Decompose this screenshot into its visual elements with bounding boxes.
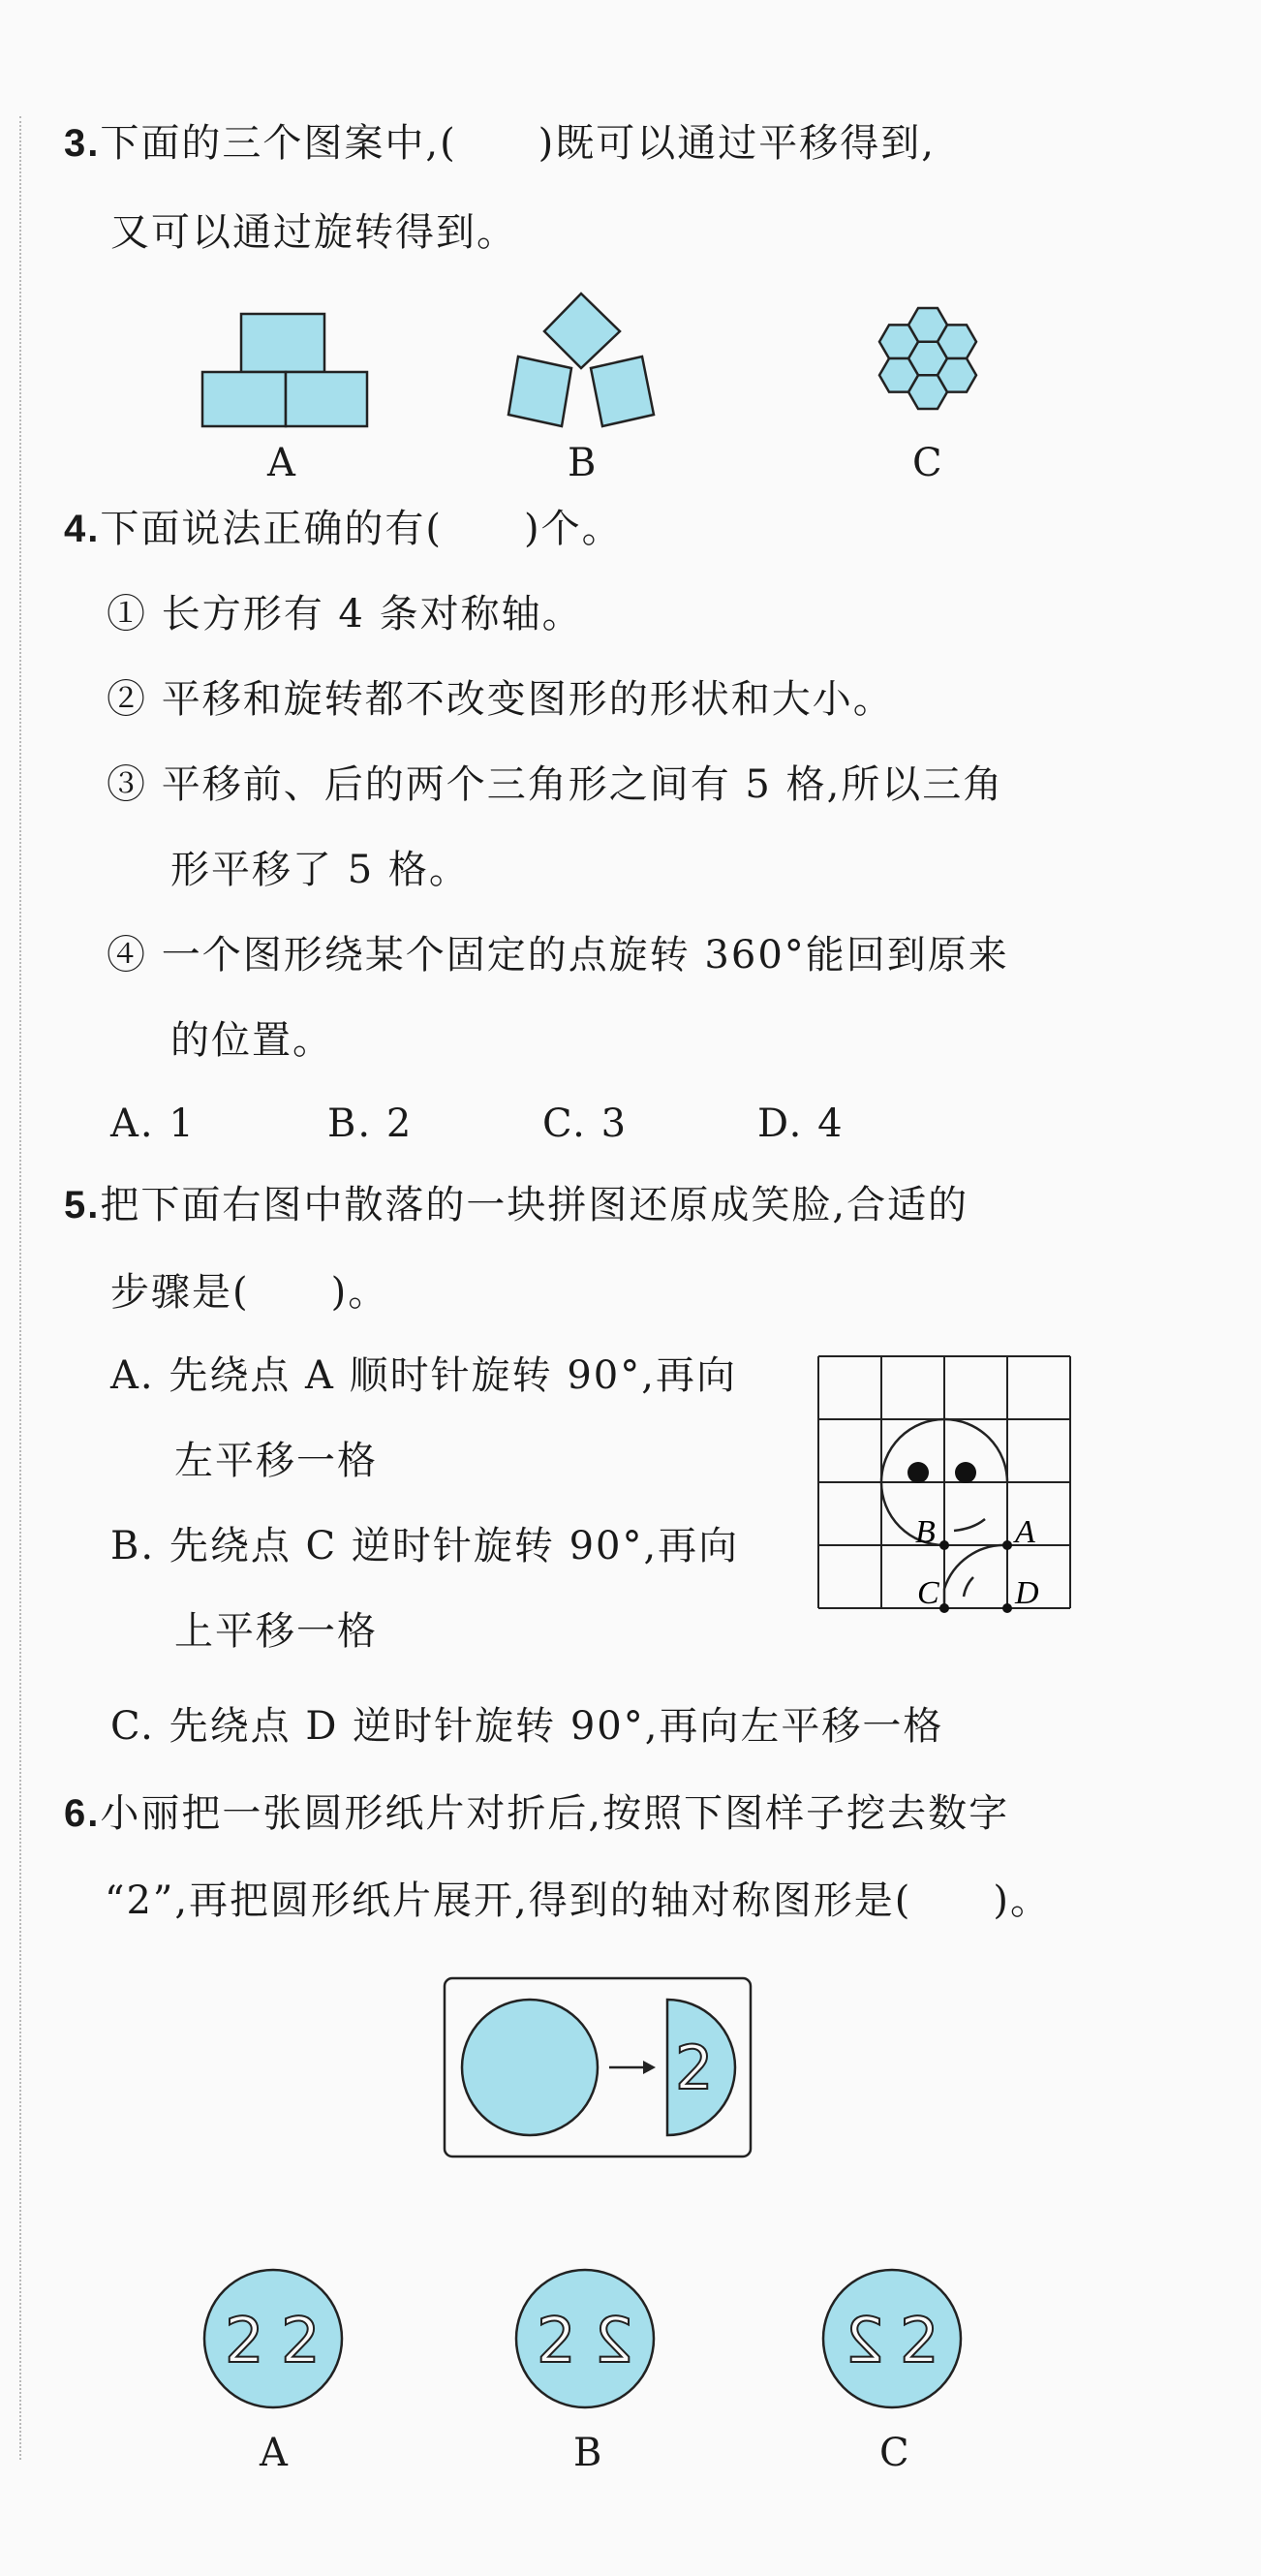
- q3-figure-a: [199, 310, 368, 431]
- arrow-icon: [643, 2061, 656, 2074]
- hexagon-5: [879, 358, 918, 392]
- puzzle-piece-mouth: [964, 1577, 973, 1597]
- q6-label-c: C: [879, 2431, 909, 2475]
- q5-number: 5.: [64, 1184, 101, 1226]
- full-circle: [462, 2000, 598, 2135]
- label-b: B: [915, 1514, 936, 1550]
- q4-item-3-cont: 形平移了 5 格。: [170, 848, 470, 892]
- q5-grid-figure: [818, 1356, 1070, 1611]
- svg-text:2: 2: [594, 2306, 633, 2377]
- q4-option-c: C. 3: [542, 1102, 629, 1146]
- q5-line1: [64, 1183, 969, 1227]
- q5-option-b-line1: B. 先绕点 C 逆时针旋转 90°,再向: [110, 1524, 740, 1568]
- q3-figure-b: [508, 291, 654, 431]
- q4-item-4: ④ 一个图形绕某个固定的点旋转 360°能回到原来: [107, 933, 1009, 978]
- q3-label-a: A: [267, 441, 295, 485]
- svg-text:2: 2: [225, 2306, 264, 2377]
- q5-text1: 把下面右图中散落的一块拼图还原成笑脸,合适的: [100, 1183, 969, 1227]
- svg-text:2: 2: [900, 2306, 939, 2377]
- label-a: A: [1015, 1514, 1035, 1550]
- q4-stem: 下面说法正确的有( )个。: [100, 507, 623, 551]
- svg-text:2: 2: [845, 2306, 884, 2377]
- svg-text:2: 2: [537, 2306, 576, 2377]
- q5-option-a-line1: A. 先绕点 A 顺时针旋转 90°,再向: [110, 1353, 737, 1398]
- point-d: [1002, 1603, 1012, 1613]
- svg-text:2: 2: [281, 2306, 321, 2377]
- q4-item-4-cont: 的位置。: [170, 1018, 333, 1063]
- q4-option-b: B. 2: [327, 1102, 414, 1146]
- point-c: [939, 1603, 949, 1613]
- q4-item-1: ① 长方形有 4 条对称轴。: [107, 592, 583, 636]
- q6-option-a-figure: [201, 2267, 345, 2410]
- q4-stem-line: [64, 507, 623, 551]
- q3-line1: [64, 121, 936, 166]
- q3-line2: 又可以通过旋转得到。: [110, 210, 517, 255]
- q6-option-b-figure: [513, 2267, 657, 2410]
- q5-option-c: C. 先绕点 D 逆时针旋转 90°,再向左平移一格: [110, 1704, 944, 1749]
- point-a: [1002, 1540, 1012, 1550]
- q6-label-b: B: [573, 2431, 602, 2475]
- q3-number: 3.: [64, 122, 101, 165]
- q3-label-c: C: [912, 441, 942, 485]
- hexagon-4: [938, 325, 976, 358]
- q6-line1: [64, 1791, 1010, 1836]
- face-eye-left: [907, 1462, 929, 1483]
- q5-grid-lines: [818, 1356, 1070, 1608]
- q5-option-b-line2: 上平移一格: [174, 1609, 378, 1654]
- q4-item-2: ② 平移和旋转都不改变图形的形状和大小。: [107, 677, 894, 722]
- q5-option-a-line2: 左平移一格: [174, 1439, 378, 1483]
- q6-text1: 小丽把一张圆形纸片对折后,按照下图样子挖去数字: [100, 1791, 1010, 1836]
- q4-option-d: D. 4: [757, 1102, 845, 1146]
- label-c: C: [917, 1575, 939, 1611]
- point-b: [939, 1540, 949, 1550]
- face-mouth: [954, 1519, 985, 1531]
- hexagon-3: [879, 325, 918, 358]
- q3-figure-c: [865, 298, 991, 419]
- face-eye-right: [955, 1462, 976, 1483]
- q6-line2: “2”,再把圆形纸片展开,得到的轴对称图形是( )。: [105, 1878, 1051, 1923]
- puzzle-piece: [944, 1545, 1007, 1608]
- q6-label-a: A: [260, 2431, 288, 2475]
- q4-option-a: A. 1: [110, 1102, 196, 1146]
- margin-dotted-line: [19, 116, 21, 2460]
- q3-label-b: B: [568, 441, 597, 485]
- q6-fold-diagram: [443, 1976, 762, 2160]
- hexagon-6: [938, 358, 976, 392]
- q6-number: 6.: [64, 1792, 101, 1835]
- cut-digit: 2: [675, 2033, 714, 2103]
- q3-text1: 下面的三个图案中,( )既可以通过平移得到,: [100, 121, 936, 166]
- q5-line2: 步骤是( )。: [110, 1270, 389, 1315]
- q4-number: 4.: [64, 508, 101, 550]
- q6-option-c-figure: [820, 2267, 964, 2410]
- q4-item-3: ③ 平移前、后的两个三角形之间有 5 格,所以三角: [107, 762, 1004, 807]
- label-d: D: [1015, 1575, 1039, 1611]
